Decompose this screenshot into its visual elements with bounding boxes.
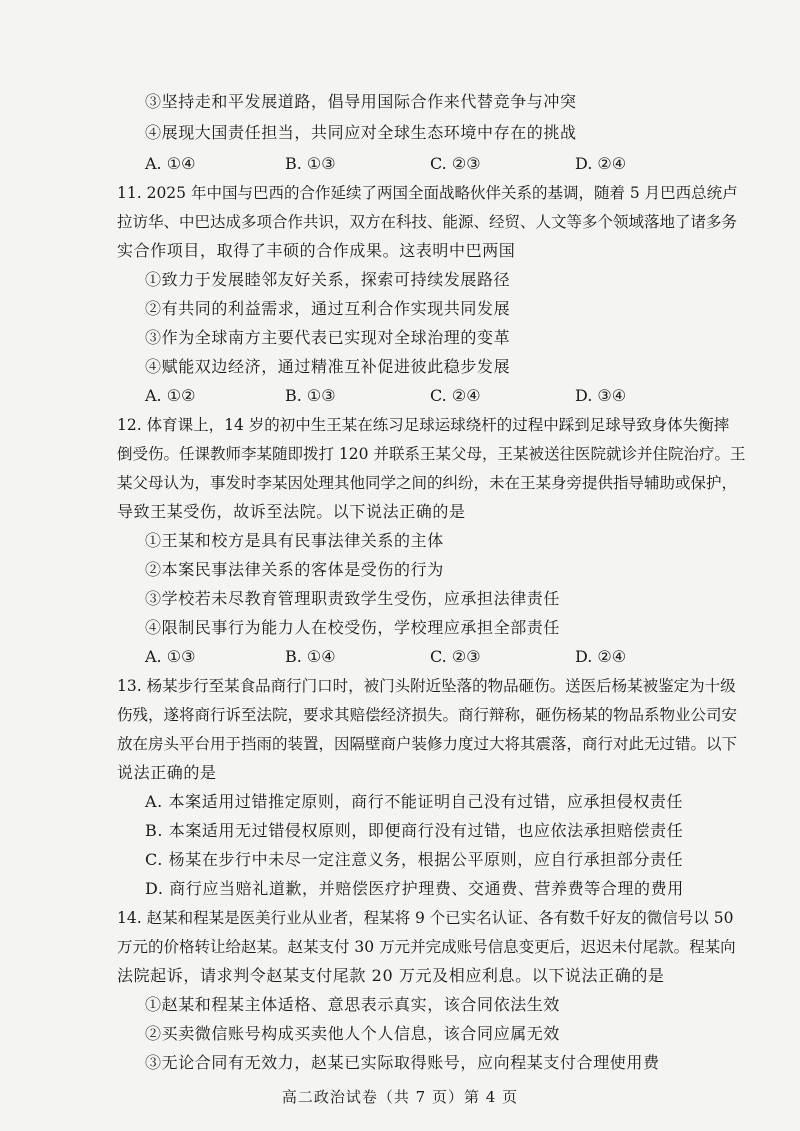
q13-choice-a: A. 本案适用过错推定原则，商行不能证明自己没有过错，应承担侵权责任 [145,792,684,811]
q11-item-2: ②有共同的利益需求，通过互利合作实现共同发展 [145,299,511,318]
q11-item-4: ④赋能双边经济，通过精准互补促进彼此稳步发展 [145,357,511,376]
q10-option-c: C. ②③ [430,154,481,173]
q14-stem-line-1: 14. 赵某和程某是医美行业从业者，程某将 9 个已实名认证、各有数千好友的微信号以 50 [117,909,734,927]
q11-option-b: B. ①③ [285,386,336,405]
q11-stem-line-2: 拉访华、中巴达成多项合作共识，双方在科技、能源、经贸、人文等多个领域落地了诸多务 [117,213,738,231]
q11-option-a: A. ①② [145,386,196,405]
q13-choice-c: C. 杨某在步行中未尽一定注意义务，根据公平原则，应自行承担部分责任 [145,850,684,869]
q13-stem-line-1: 13. 杨某步行至某食品商行门口时，被门头附近坠落的物品砸伤。送医后杨某被鉴定为十级 [117,677,736,695]
q14-stem-line-3: 法院起诉，请求判令赵某支付尾款 20 万元及相应利息。以下说法正确的是 [117,966,665,985]
q12-option-c: C. ②③ [430,647,481,666]
q12-item-4: ④限制民事行为能力人在校受伤，学校理应承担全部责任 [145,618,561,637]
q10-option-d: D. ②④ [575,154,627,173]
q14-item-3: ③无论合同有无效力，赵某已实际取得账号，应向程某支付合理使用费 [145,1053,660,1072]
q14-item-1: ①赵某和程某主体适格、意思表示真实，该合同依法生效 [145,995,561,1014]
q11-stem-line-3: 实合作项目，取得了丰硕的合作成果。这表明中巴两国 [117,241,516,260]
q12-stem-line-3: 某父母认为，事发时李某因处理其他同学之间的纠纷，未在王某身旁提供指导辅助或保护， [117,474,738,492]
q11-option-c: C. ②④ [430,386,481,405]
q10-item-3: ③坚持走和平发展道路，倡导用国际合作来代替竞争与冲突 [145,92,577,111]
q13-choice-b: B. 本案适用无过错侵权原则，即便商行没有过错，也应依法承担赔偿责任 [145,821,684,840]
q14-stem-line-2: 万元的价格转让给赵某。赵某支付 30 万元并完成账号信息变更后，迟迟未付尾款。程某向 [117,938,736,956]
q13-stem-line-2: 伤残，遂将商行诉至法院，要求其赔偿经济损失。商行辩称，砸伤杨某的物品系物业公司安 [117,706,738,724]
q12-item-3: ③学校若未尽教育管理职责致学生受伤，应承担法律责任 [145,589,561,608]
q10-option-b: B. ①③ [285,154,336,173]
q12-stem-line-1: 12. 体育课上，14 岁的初中生王某在练习足球运球绕杆的过程中踩到足球导致身体失衡摔 [117,416,730,434]
q12-stem-line-4: 导致王某受伤，故诉至法院。以下说法正确的是 [117,502,466,521]
q11-item-3: ③作为全球南方主要代表已实现对全球治理的变革 [145,328,511,347]
q11-stem-line-1: 11. 2025 年中国与巴西的合作延续了两国全面战略伙伴关系的基调，随着 5 月巴西总统卢 [117,184,738,202]
q12-item-1: ①王某和校方是具有民事法律关系的主体 [145,531,444,550]
q12-stem-line-2: 倒受伤。任课教师李某随即拨打 120 并联系王某父母，王某被送往医院就诊并住院治疗。王 [117,445,746,463]
page-footer: 高二政治试卷（共 7 页）第 4 页 [281,1088,519,1106]
q13-choice-d: D. 商行应当赔礼道歉，并赔偿医疗护理费、交通费、营养费等合理的费用 [145,879,684,898]
q10-item-4: ④展现大国责任担当，共同应对全球生态环境中存在的挑战 [145,123,577,142]
q14-item-2: ②买卖微信账号构成买卖他人个人信息，该合同应属无效 [145,1024,561,1043]
q12-option-d: D. ②④ [575,647,627,666]
q11-option-d: D. ③④ [575,386,627,405]
q11-item-1: ①致力于发展睦邻友好关系，探索可持续发展路径 [145,270,511,289]
q13-stem-line-4: 说法正确的是 [117,763,217,782]
q13-stem-line-3: 放在房头平台用于挡雨的装置，因隔壁商户装修力度过大将其震落，商行对此无过错。以下 [117,735,738,753]
q12-option-b: B. ①④ [285,647,336,666]
q12-item-2: ②本案民事法律关系的客体是受伤的行为 [145,560,444,579]
q10-option-a: A. ①④ [145,154,196,173]
q12-option-a: A. ①③ [145,647,196,666]
